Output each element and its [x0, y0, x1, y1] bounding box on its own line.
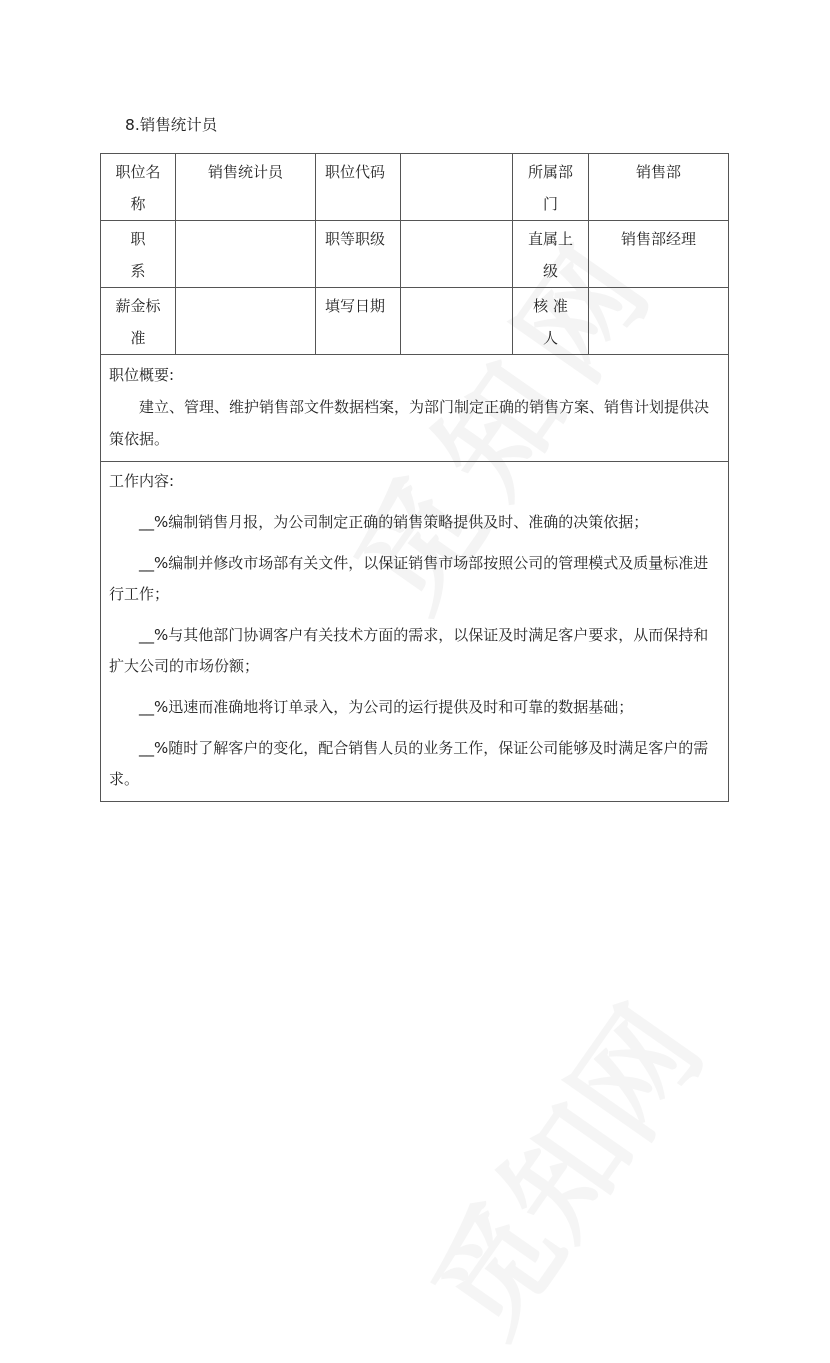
- duty-item: __%随时了解客户的变化，配合销售人员的业务工作，保证公司能够及时满足客户的需求。: [109, 739, 709, 788]
- label-salary-standard: 薪金标准: [115, 297, 161, 347]
- label-approver: 核 准人: [533, 297, 568, 347]
- duty-item: __%与其他部门协调客户有关技术方面的需求，以保证及时满足客户要求，从而保持和扩大公司的市场份额；: [109, 626, 709, 675]
- section-heading: 8.销售统计员: [125, 116, 218, 134]
- label-grade: 职等职级: [324, 230, 385, 248]
- value-department: 销售部: [635, 163, 681, 181]
- duty-item: __%迅速而准确地将订单录入，为公司的运行提供及时和可靠的数据基础；: [139, 698, 634, 716]
- table-row: [101, 288, 729, 355]
- duties-label: 工作内容:: [109, 472, 175, 490]
- summary-label: 职位概要:: [109, 366, 175, 384]
- label-department: 所属部门: [527, 163, 573, 213]
- watermark: [386, 969, 733, 1363]
- duty-item: __%编制销售月报，为公司制定正确的销售策略提供及时、准确的决策依据；: [139, 513, 649, 531]
- value-supervisor: 销售部经理: [620, 230, 696, 248]
- label-fill-date: 填写日期: [324, 297, 385, 315]
- job-description-table: [100, 153, 729, 802]
- value-position-name: 销售统计员: [207, 163, 283, 181]
- table-row: [101, 221, 729, 288]
- label-job-family: 职 系: [130, 230, 146, 280]
- label-position-code: 职位代码: [324, 163, 385, 181]
- table-row: [101, 355, 729, 462]
- summary-text: 建立、管理、维护销售部文件数据档案，为部门制定正确的销售方案、销售计划提供决策依据。: [109, 398, 710, 448]
- duty-item: __%编制并修改市场部有关文件，以保证销售市场部按照公司的管理模式及质量标准进行工作；: [109, 554, 709, 603]
- table-row: [101, 462, 729, 802]
- label-position-name: 职位名称: [115, 163, 161, 213]
- label-supervisor: 直属上级: [527, 230, 573, 280]
- table-row: [101, 154, 729, 221]
